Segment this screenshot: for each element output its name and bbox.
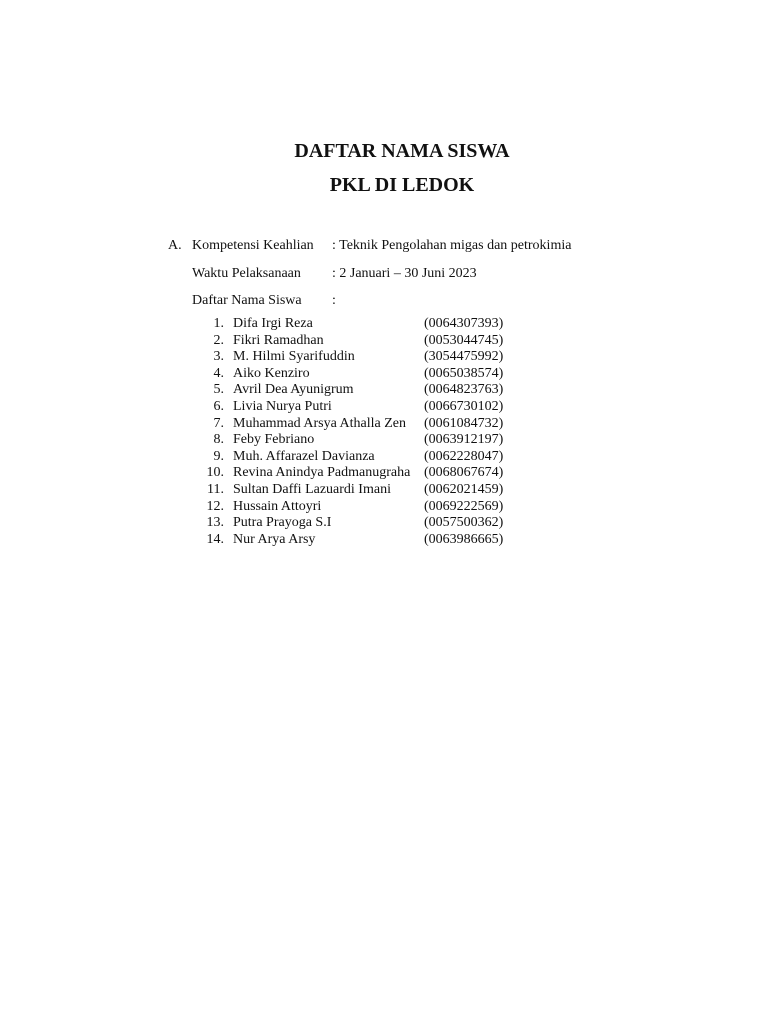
student-name: Fikri Ramadhan <box>233 332 324 348</box>
student-name: Muh. Affarazel Davianza <box>233 448 375 464</box>
student-nisn: (0063912197) <box>424 432 504 448</box>
document-subtitle: PKL DI LEDOK <box>329 174 475 196</box>
student-name: Hussain Attoyri <box>233 498 322 514</box>
section-marker: A. <box>168 238 182 253</box>
document-title: DAFTAR NAMA SISWA <box>294 140 510 162</box>
list-item <box>0 382 768 399</box>
student-name: Aiko Kenziro <box>233 365 310 381</box>
list-item-number: 2. <box>213 332 224 348</box>
list-item <box>0 499 768 516</box>
list-item-number: 12. <box>206 498 224 514</box>
student-nisn: (0063986665) <box>424 531 504 547</box>
student-name: Feby Febriano <box>233 432 315 448</box>
student-name: Muhammad Arsya Athalla Zen <box>233 415 407 431</box>
list-item <box>0 432 768 449</box>
list-item-number: 10. <box>206 465 224 481</box>
field-value-daftar: : <box>332 293 336 308</box>
student-name: Revina Anindya Padmanugraha <box>233 465 411 481</box>
list-item-number: 14. <box>206 531 224 547</box>
list-item-number: 1. <box>213 316 224 331</box>
student-nisn: (0053044745) <box>424 332 504 348</box>
list-item <box>0 399 768 416</box>
list-item <box>0 532 768 549</box>
list-item <box>0 366 768 383</box>
student-nisn: (0062021459) <box>424 481 504 497</box>
field-label-waktu: Waktu Pelaksanaan <box>192 266 301 281</box>
student-name: M. Hilmi Syarifuddin <box>233 349 355 365</box>
list-item-number: 6. <box>213 398 224 414</box>
list-item-number: 8. <box>213 432 224 448</box>
list-item <box>0 333 768 350</box>
student-name: Difa Irgi Reza <box>233 316 313 331</box>
student-name: Avril Dea Ayunigrum <box>233 382 354 398</box>
student-nisn: (0068067674) <box>424 465 504 481</box>
list-item <box>0 465 768 482</box>
student-name: Nur Arya Arsy <box>233 531 316 547</box>
list-item-number: 7. <box>213 415 224 431</box>
student-nisn: (0069222569) <box>424 498 504 514</box>
student-name: Putra Prayoga S.I <box>233 515 332 531</box>
list-item <box>0 349 768 366</box>
field-value-kompetensi: : Teknik Pengolahan migas dan petrokimia <box>332 238 572 253</box>
list-item-number: 5. <box>213 382 224 398</box>
list-item <box>0 416 768 433</box>
student-nisn: (0062228047) <box>424 448 504 464</box>
student-nisn: (0064307393) <box>424 316 504 331</box>
student-name: Livia Nurya Putri <box>233 398 332 414</box>
student-nisn: (0066730102) <box>424 398 504 414</box>
list-item <box>0 316 768 333</box>
list-item <box>0 449 768 466</box>
list-item-number: 11. <box>207 481 224 497</box>
student-nisn: (0057500362) <box>424 515 504 531</box>
list-item-number: 13. <box>206 515 224 531</box>
list-item-number: 4. <box>213 365 224 381</box>
field-label-kompetensi: Kompetensi Keahlian <box>192 238 314 253</box>
student-nisn: (3054475992) <box>424 349 504 365</box>
student-nisn: (0064823763) <box>424 382 504 398</box>
student-nisn: (0061084732) <box>424 415 504 431</box>
list-item <box>0 482 768 499</box>
list-item <box>0 515 768 532</box>
field-value-waktu: : 2 Januari – 30 Juni 2023 <box>332 266 477 281</box>
list-item-number: 9. <box>213 448 224 464</box>
list-item-number: 3. <box>213 349 224 365</box>
student-name: Sultan Daffi Lazuardi Imani <box>233 481 391 497</box>
field-label-daftar: Daftar Nama Siswa <box>192 293 302 308</box>
student-nisn: (0065038574) <box>424 365 504 381</box>
student-list <box>0 316 768 548</box>
